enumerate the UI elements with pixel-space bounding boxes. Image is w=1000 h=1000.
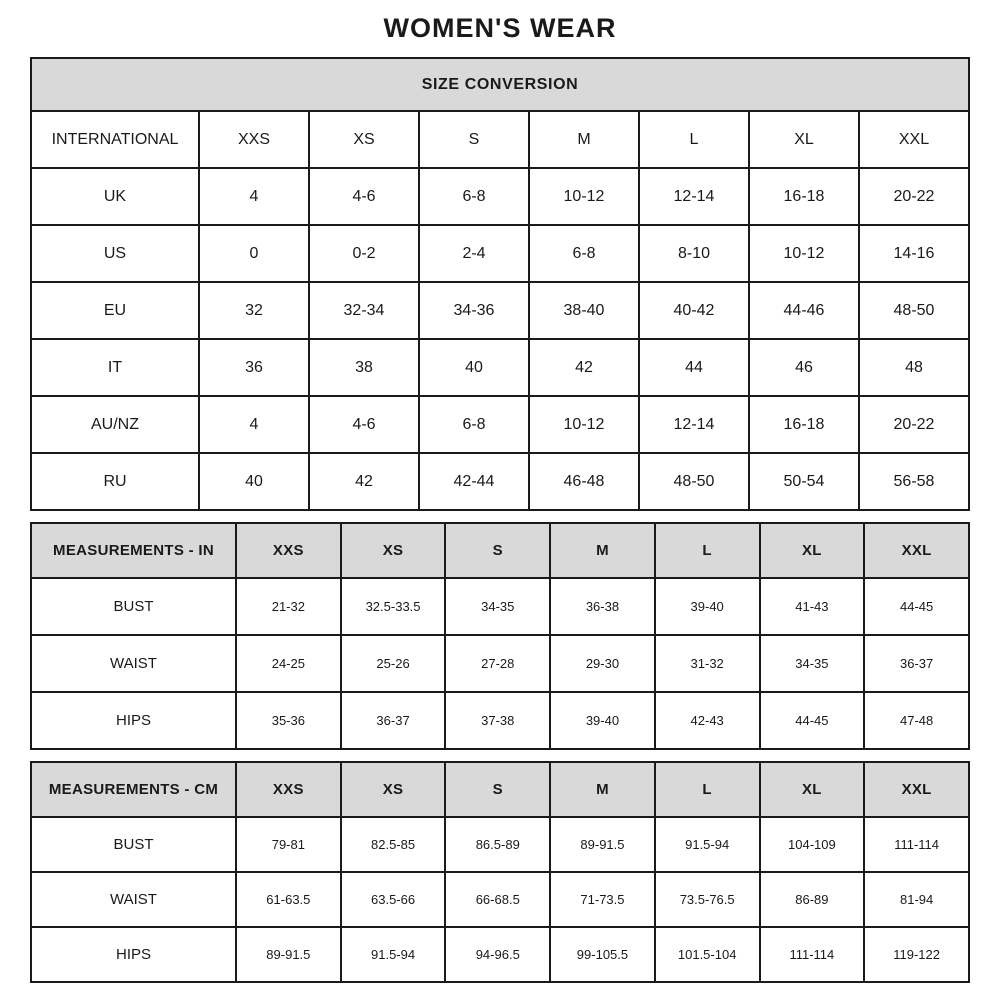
value-cell: 24-25	[236, 635, 341, 692]
value-cell: 31-32	[655, 635, 760, 692]
value-cell: 40-42	[639, 282, 749, 339]
value-cell: 32-34	[309, 282, 419, 339]
size-conversion-header-row	[31, 111, 969, 168]
value-cell: 99-105.5	[550, 927, 655, 982]
row-label: US	[31, 225, 199, 282]
row-label: EU	[31, 282, 199, 339]
value-cell: 46-48	[529, 453, 639, 510]
value-cell: 12-14	[639, 396, 749, 453]
value-cell: 48	[859, 339, 969, 396]
value-cell: 20-22	[859, 396, 969, 453]
value-cell: 20-22	[859, 168, 969, 225]
value-cell: 25-26	[341, 635, 446, 692]
size-column-header: XXS	[236, 523, 341, 578]
value-cell: 56-58	[859, 453, 969, 510]
value-cell: 34-36	[419, 282, 529, 339]
value-cell: 81-94	[864, 872, 969, 927]
value-cell: 16-18	[749, 168, 859, 225]
value-cell: 10-12	[749, 225, 859, 282]
value-cell: 48-50	[859, 282, 969, 339]
size-column-header: XL	[760, 762, 865, 817]
value-cell: 36	[199, 339, 309, 396]
value-cell: 29-30	[550, 635, 655, 692]
value-cell: 32	[199, 282, 309, 339]
row-label: WAIST	[31, 635, 236, 692]
value-cell: 44-46	[749, 282, 859, 339]
value-cell: 42	[529, 339, 639, 396]
row-label: UK	[31, 168, 199, 225]
value-cell: 91.5-94	[341, 927, 446, 982]
value-cell: 94-96.5	[445, 927, 550, 982]
value-cell: 86-89	[760, 872, 865, 927]
row-group-header: MEASUREMENTS - CM	[31, 762, 236, 817]
row-label: WAIST	[31, 872, 236, 927]
value-cell: 91.5-94	[655, 817, 760, 872]
row-group-header: MEASUREMENTS - IN	[31, 523, 236, 578]
value-cell: 6-8	[419, 168, 529, 225]
value-cell: 61-63.5	[236, 872, 341, 927]
table-row	[31, 692, 969, 749]
value-cell: 8-10	[639, 225, 749, 282]
value-cell: 104-109	[760, 817, 865, 872]
size-conversion-body	[31, 168, 969, 510]
row-label: IT	[31, 339, 199, 396]
size-column-header: XL	[760, 523, 865, 578]
value-cell: 50-54	[749, 453, 859, 510]
value-cell: 44	[639, 339, 749, 396]
size-column-header: XXL	[864, 523, 969, 578]
row-label: RU	[31, 453, 199, 510]
value-cell: 119-122	[864, 927, 969, 982]
value-cell: 38-40	[529, 282, 639, 339]
value-cell: 44-45	[760, 692, 865, 749]
value-cell: 82.5-85	[341, 817, 446, 872]
value-cell: 79-81	[236, 817, 341, 872]
table-row	[31, 168, 969, 225]
table-row	[31, 927, 969, 982]
value-cell: 39-40	[550, 692, 655, 749]
size-column-header: XXS	[199, 111, 309, 168]
measurements-in-table	[30, 522, 970, 750]
size-conversion-title: SIZE CONVERSION	[31, 58, 969, 111]
value-cell: 44-45	[864, 578, 969, 635]
row-label: HIPS	[31, 927, 236, 982]
value-cell: 89-91.5	[550, 817, 655, 872]
value-cell: 71-73.5	[550, 872, 655, 927]
value-cell: 66-68.5	[445, 872, 550, 927]
value-cell: 111-114	[864, 817, 969, 872]
table-row	[31, 339, 969, 396]
size-column-header: XS	[341, 762, 446, 817]
value-cell: 36-37	[864, 635, 969, 692]
measurements-in-body	[31, 578, 969, 749]
value-cell: 34-35	[760, 635, 865, 692]
size-column-header: L	[639, 111, 749, 168]
value-cell: 37-38	[445, 692, 550, 749]
page-title: WOMEN'S WEAR	[383, 13, 617, 43]
row-label: AU/NZ	[31, 396, 199, 453]
value-cell: 46	[749, 339, 859, 396]
row-label: BUST	[31, 817, 236, 872]
value-cell: 111-114	[760, 927, 865, 982]
table-row	[31, 396, 969, 453]
value-cell: 101.5-104	[655, 927, 760, 982]
value-cell: 10-12	[529, 396, 639, 453]
value-cell: 86.5-89	[445, 817, 550, 872]
table-row	[31, 817, 969, 872]
value-cell: 40	[199, 453, 309, 510]
size-column-header: L	[655, 762, 760, 817]
value-cell: 42-44	[419, 453, 529, 510]
value-cell: 0	[199, 225, 309, 282]
value-cell: 34-35	[445, 578, 550, 635]
size-column-header: S	[445, 523, 550, 578]
size-column-header: XS	[309, 111, 419, 168]
value-cell: 48-50	[639, 453, 749, 510]
size-column-header: S	[445, 762, 550, 817]
size-conversion-table	[30, 57, 970, 511]
size-column-header: XXL	[864, 762, 969, 817]
size-column-header: L	[655, 523, 760, 578]
value-cell: 6-8	[419, 396, 529, 453]
measurements-cm-body	[31, 817, 969, 982]
value-cell: 73.5-76.5	[655, 872, 760, 927]
value-cell: 21-32	[236, 578, 341, 635]
measurements-in-header-row	[31, 523, 969, 578]
value-cell: 16-18	[749, 396, 859, 453]
value-cell: 89-91.5	[236, 927, 341, 982]
measurements-cm-table	[30, 761, 970, 983]
value-cell: 63.5-66	[341, 872, 446, 927]
value-cell: 42	[309, 453, 419, 510]
size-column-header: XL	[749, 111, 859, 168]
value-cell: 6-8	[529, 225, 639, 282]
value-cell: 32.5-33.5	[341, 578, 446, 635]
value-cell: 4-6	[309, 396, 419, 453]
value-cell: 42-43	[655, 692, 760, 749]
value-cell: 35-36	[236, 692, 341, 749]
value-cell: 27-28	[445, 635, 550, 692]
measurements-cm-header-row	[31, 762, 969, 817]
row-group-header: INTERNATIONAL	[31, 111, 199, 168]
size-column-header: XS	[341, 523, 446, 578]
value-cell: 36-38	[550, 578, 655, 635]
value-cell: 40	[419, 339, 529, 396]
value-cell: 12-14	[639, 168, 749, 225]
size-column-header: S	[419, 111, 529, 168]
value-cell: 2-4	[419, 225, 529, 282]
size-column-header: XXL	[859, 111, 969, 168]
row-label: BUST	[31, 578, 236, 635]
value-cell: 0-2	[309, 225, 419, 282]
table-row	[31, 282, 969, 339]
table-row	[31, 872, 969, 927]
table-row	[31, 635, 969, 692]
table-row	[31, 453, 969, 510]
value-cell: 39-40	[655, 578, 760, 635]
size-column-header: M	[550, 523, 655, 578]
value-cell: 14-16	[859, 225, 969, 282]
value-cell: 4	[199, 396, 309, 453]
table-row	[31, 225, 969, 282]
value-cell: 4-6	[309, 168, 419, 225]
size-column-header: M	[529, 111, 639, 168]
value-cell: 36-37	[341, 692, 446, 749]
value-cell: 4	[199, 168, 309, 225]
value-cell: 41-43	[760, 578, 865, 635]
value-cell: 47-48	[864, 692, 969, 749]
value-cell: 10-12	[529, 168, 639, 225]
size-conversion-title-row	[31, 58, 969, 111]
row-label: HIPS	[31, 692, 236, 749]
size-column-header: M	[550, 762, 655, 817]
value-cell: 38	[309, 339, 419, 396]
size-column-header: XXS	[236, 762, 341, 817]
table-row	[31, 578, 969, 635]
